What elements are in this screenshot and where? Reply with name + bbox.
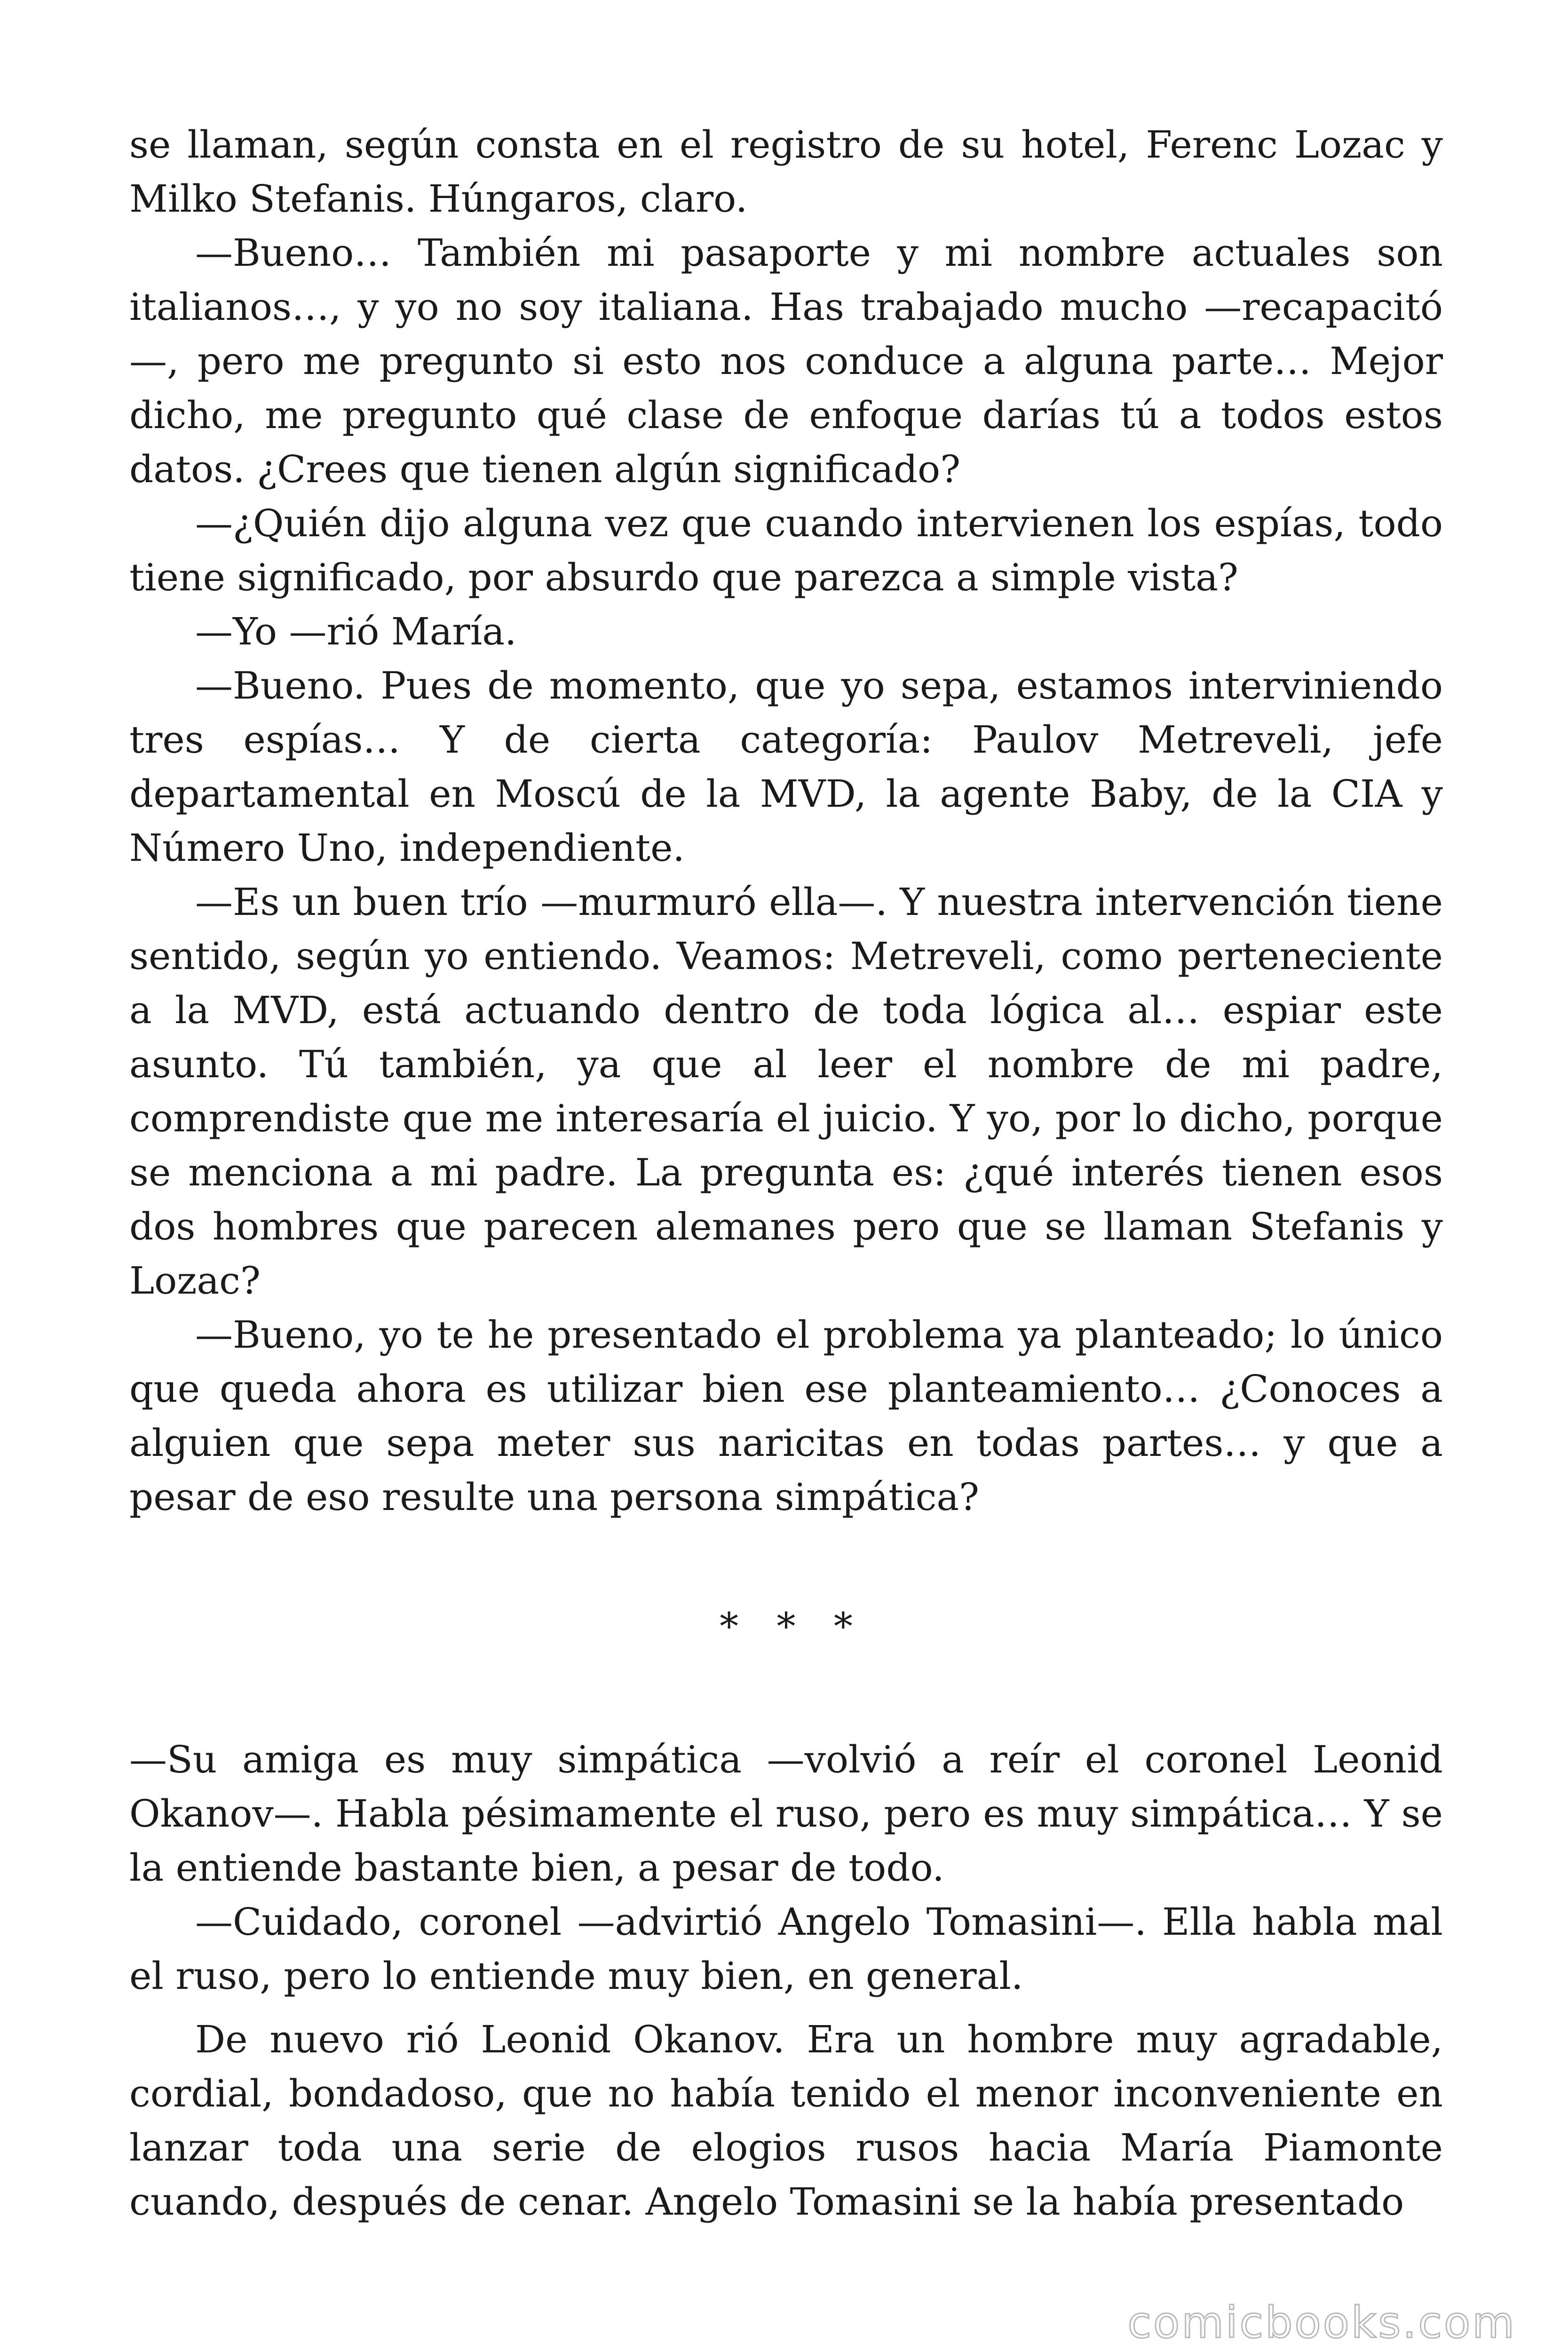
book-page — [129, 118, 1443, 2229]
watermark-text: comicbooks.com — [1127, 2297, 1516, 2348]
paragraph-5: —Bueno. Pues de momento, que yo sepa, estamos interviniendo tres espías… Y de cierta categoría: Paulov Metreveli, jefe departamental en Moscú de la MVD, la agente Baby, de la CIA y Número Uno, independiente. — [129, 664, 1443, 870]
paragraph-4: —Yo —rió María. — [195, 610, 517, 653]
paragraph-gap — [129, 2003, 1443, 2012]
paragraph-7: —Bueno, yo te he presentado el problema ya planteado; lo único que queda ahora es utilizar bien ese planteamiento… ¿Conoces a alguien que sepa meter sus naricitas en todas partes… y que a pesar de eso resulte una persona simpática? — [129, 1313, 1443, 1519]
paragraph-8: —Su amiga es muy simpática —volvió a reír el coronel Leonid Okanov—. Habla pésimamente el ruso, pero es muy simpática… Y se la entiende bastante bien, a pesar de todo. — [129, 1738, 1443, 1890]
paragraph-6: —Es un buen trío —murmuró ella—. Y nuestra intervención tiene sentido, según yo entiendo. Veamos: Metreveli, como perteneciente a la MVD, está actuando dentro de toda lógica al… espiar este asunto. Tú también, ya que al leer el nombre de mi padre, comprendiste que me interesaría el juicio. Y yo, por lo dicho, porque se menciona a mi padre. La pregunta es: ¿qué interés tienen esos dos hombres que parecen alemanes pero que se llaman Stefanis y Lozac? — [129, 880, 1443, 1303]
paragraph-2: —Bueno… También mi pasaporte y mi nombre actuales son italianos…, y yo no soy italiana. Has trabajado mucho —recapacitó —, pero me pregunto si esto nos conduce a alguna parte… Mejor dicho, me pregunto qué clase de enfoque darías tú a todos estos datos. ¿Crees que tienen algún significado? — [129, 231, 1443, 491]
paragraph-3: —¿Quién dijo alguna vez que cuando intervienen los espías, todo tiene significado, por absurdo que parezca a simple vista? — [129, 501, 1443, 599]
paragraph-1: se llaman, según consta en el registro de su hotel, Ferenc Lozac y Milko Stefanis. Húngaros, claro. — [129, 123, 1443, 221]
paragraph-9: —Cuidado, coronel —advirtió Angelo Tomasini—. Ella habla mal el ruso, pero lo entiende muy bien, en general. — [129, 1900, 1443, 1998]
paragraph-10: De nuevo rió Leonid Okanov. Era un hombre muy agradable, cordial, bondadoso, que no había tenido el menor inconveniente en lanzar toda una serie de elogios rusos hacia María Piamonte cuando, después de cenar. Angelo Tomasini se la había presentado — [129, 2018, 1443, 2224]
section-break-asterisks: * * * — [720, 1605, 866, 1648]
